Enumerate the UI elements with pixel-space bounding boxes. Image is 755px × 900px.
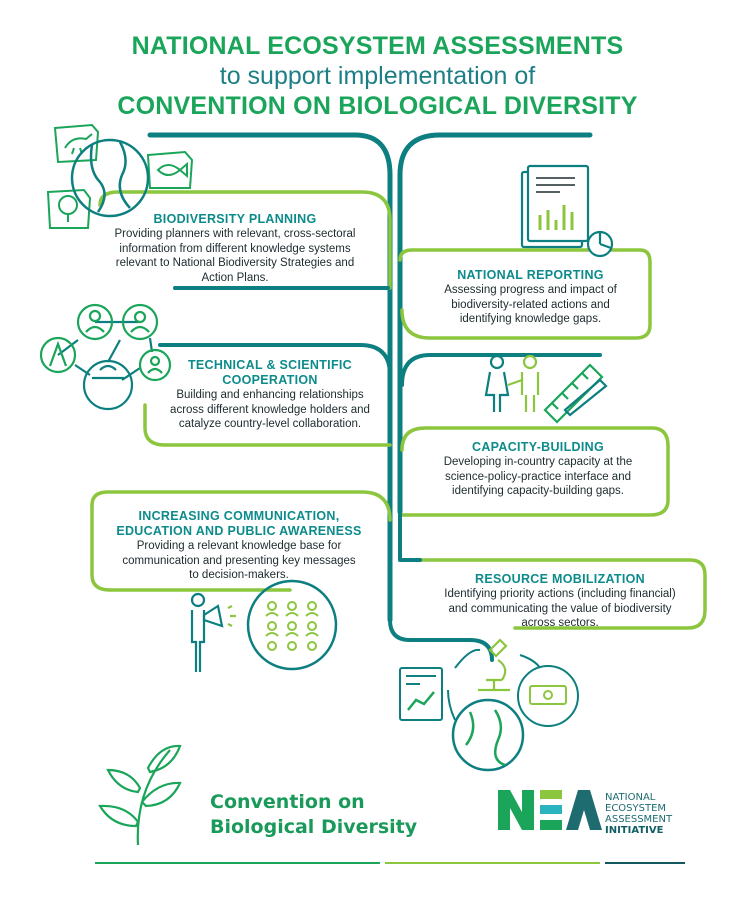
mentor-icon [486,356,538,412]
nea-line3: ASSESSMENT [605,814,673,825]
section-heading: RESOURCE MOBILIZATION [475,572,645,586]
section-line: Identifying priority actions (including financial) [444,588,676,600]
section-line: information from different knowledge systems [119,242,351,255]
report-chart-icon [522,166,612,256]
box-resource-mobilization-trunk [400,512,420,560]
globe-icon [453,700,523,770]
section-biodiversity-planning [90,212,380,285]
title-line1: NATIONAL ECOSYSTEM ASSESSMENTS [131,32,624,60]
section-technical-cooperation [150,358,390,432]
section-line: biodiversity-related actions and [451,298,610,311]
nea-logo-text [605,792,672,836]
cbd-leaf-logo [100,746,180,845]
section-heading: INCREASING COMMUNICATION, [138,509,340,523]
box-capacity-building [402,355,600,385]
nea-line2: ECOSYSTEM [605,803,667,814]
footer-bar-right [605,862,685,864]
footer-bar-left [95,862,380,864]
section-line: Developing in-country capacity at the [443,456,633,468]
fish-icon [148,152,192,188]
section-line: Action Plans. [201,271,269,284]
audience-icon [248,581,336,669]
section-line: to decision-makers. [189,569,289,581]
section-line: Building and enhancing relationships [176,389,364,401]
money-icon [518,666,578,726]
nea-logo [498,790,602,830]
ruler-pencil-icon [545,365,606,422]
nea-line4: INITIATIVE [605,825,664,836]
section-heading: COOPERATION [222,373,318,387]
footer-bar-mid [385,862,600,864]
section-line: identifying knowledge gaps. [459,313,602,325]
section-line: and communicating the value of biodiversity [448,602,672,615]
section-heading: EDUCATION AND PUBLIC AWARENESS [116,524,362,538]
section-line: across sectors. [521,617,599,629]
cbd-logo-text [210,790,417,840]
megaphone-person-icon [192,594,236,672]
section-line: Providing a relevant knowledge base for [136,540,342,552]
nea-line1: NATIONAL [605,792,656,803]
title-line3: CONVENTION ON BIOLOGICAL DIVERSITY [117,92,638,120]
section-line: communication and presenting key messages [122,554,356,567]
section-line: science-policy-practice interface and [444,470,631,483]
section-line: Providing planners with relevant, cross-sectoral [114,228,356,240]
section-heading: BIODIVERSITY PLANNING [153,212,317,226]
section-line: catalyze country-level collaboration. [178,418,362,430]
globe-map-icon [72,140,148,216]
title-line2: to support implementation of [219,62,536,90]
section-line: Assessing progress and impact of [444,284,617,296]
graph-doc-icon [400,668,442,720]
microscope-icon [478,640,510,690]
section-heading: CAPACITY-BUILDING [472,440,604,454]
cbd-line1: Convention on [210,791,365,813]
section-communication [98,509,380,583]
section-capacity-building [418,440,658,499]
section-line: identifying capacity-building gaps. [452,485,624,497]
section-heading: NATIONAL REPORTING [457,268,604,282]
section-resource-mobilization [420,572,700,631]
section-national-reporting [418,268,643,327]
section-line: relevant to National Biodiversity Strategies and [115,257,355,269]
section-line: across different knowledge holders and [170,403,370,416]
cbd-line2: Biological Diversity [210,816,418,838]
tree-icon [48,190,90,228]
section-heading: TECHNICAL & SCIENTIFIC [187,358,352,372]
